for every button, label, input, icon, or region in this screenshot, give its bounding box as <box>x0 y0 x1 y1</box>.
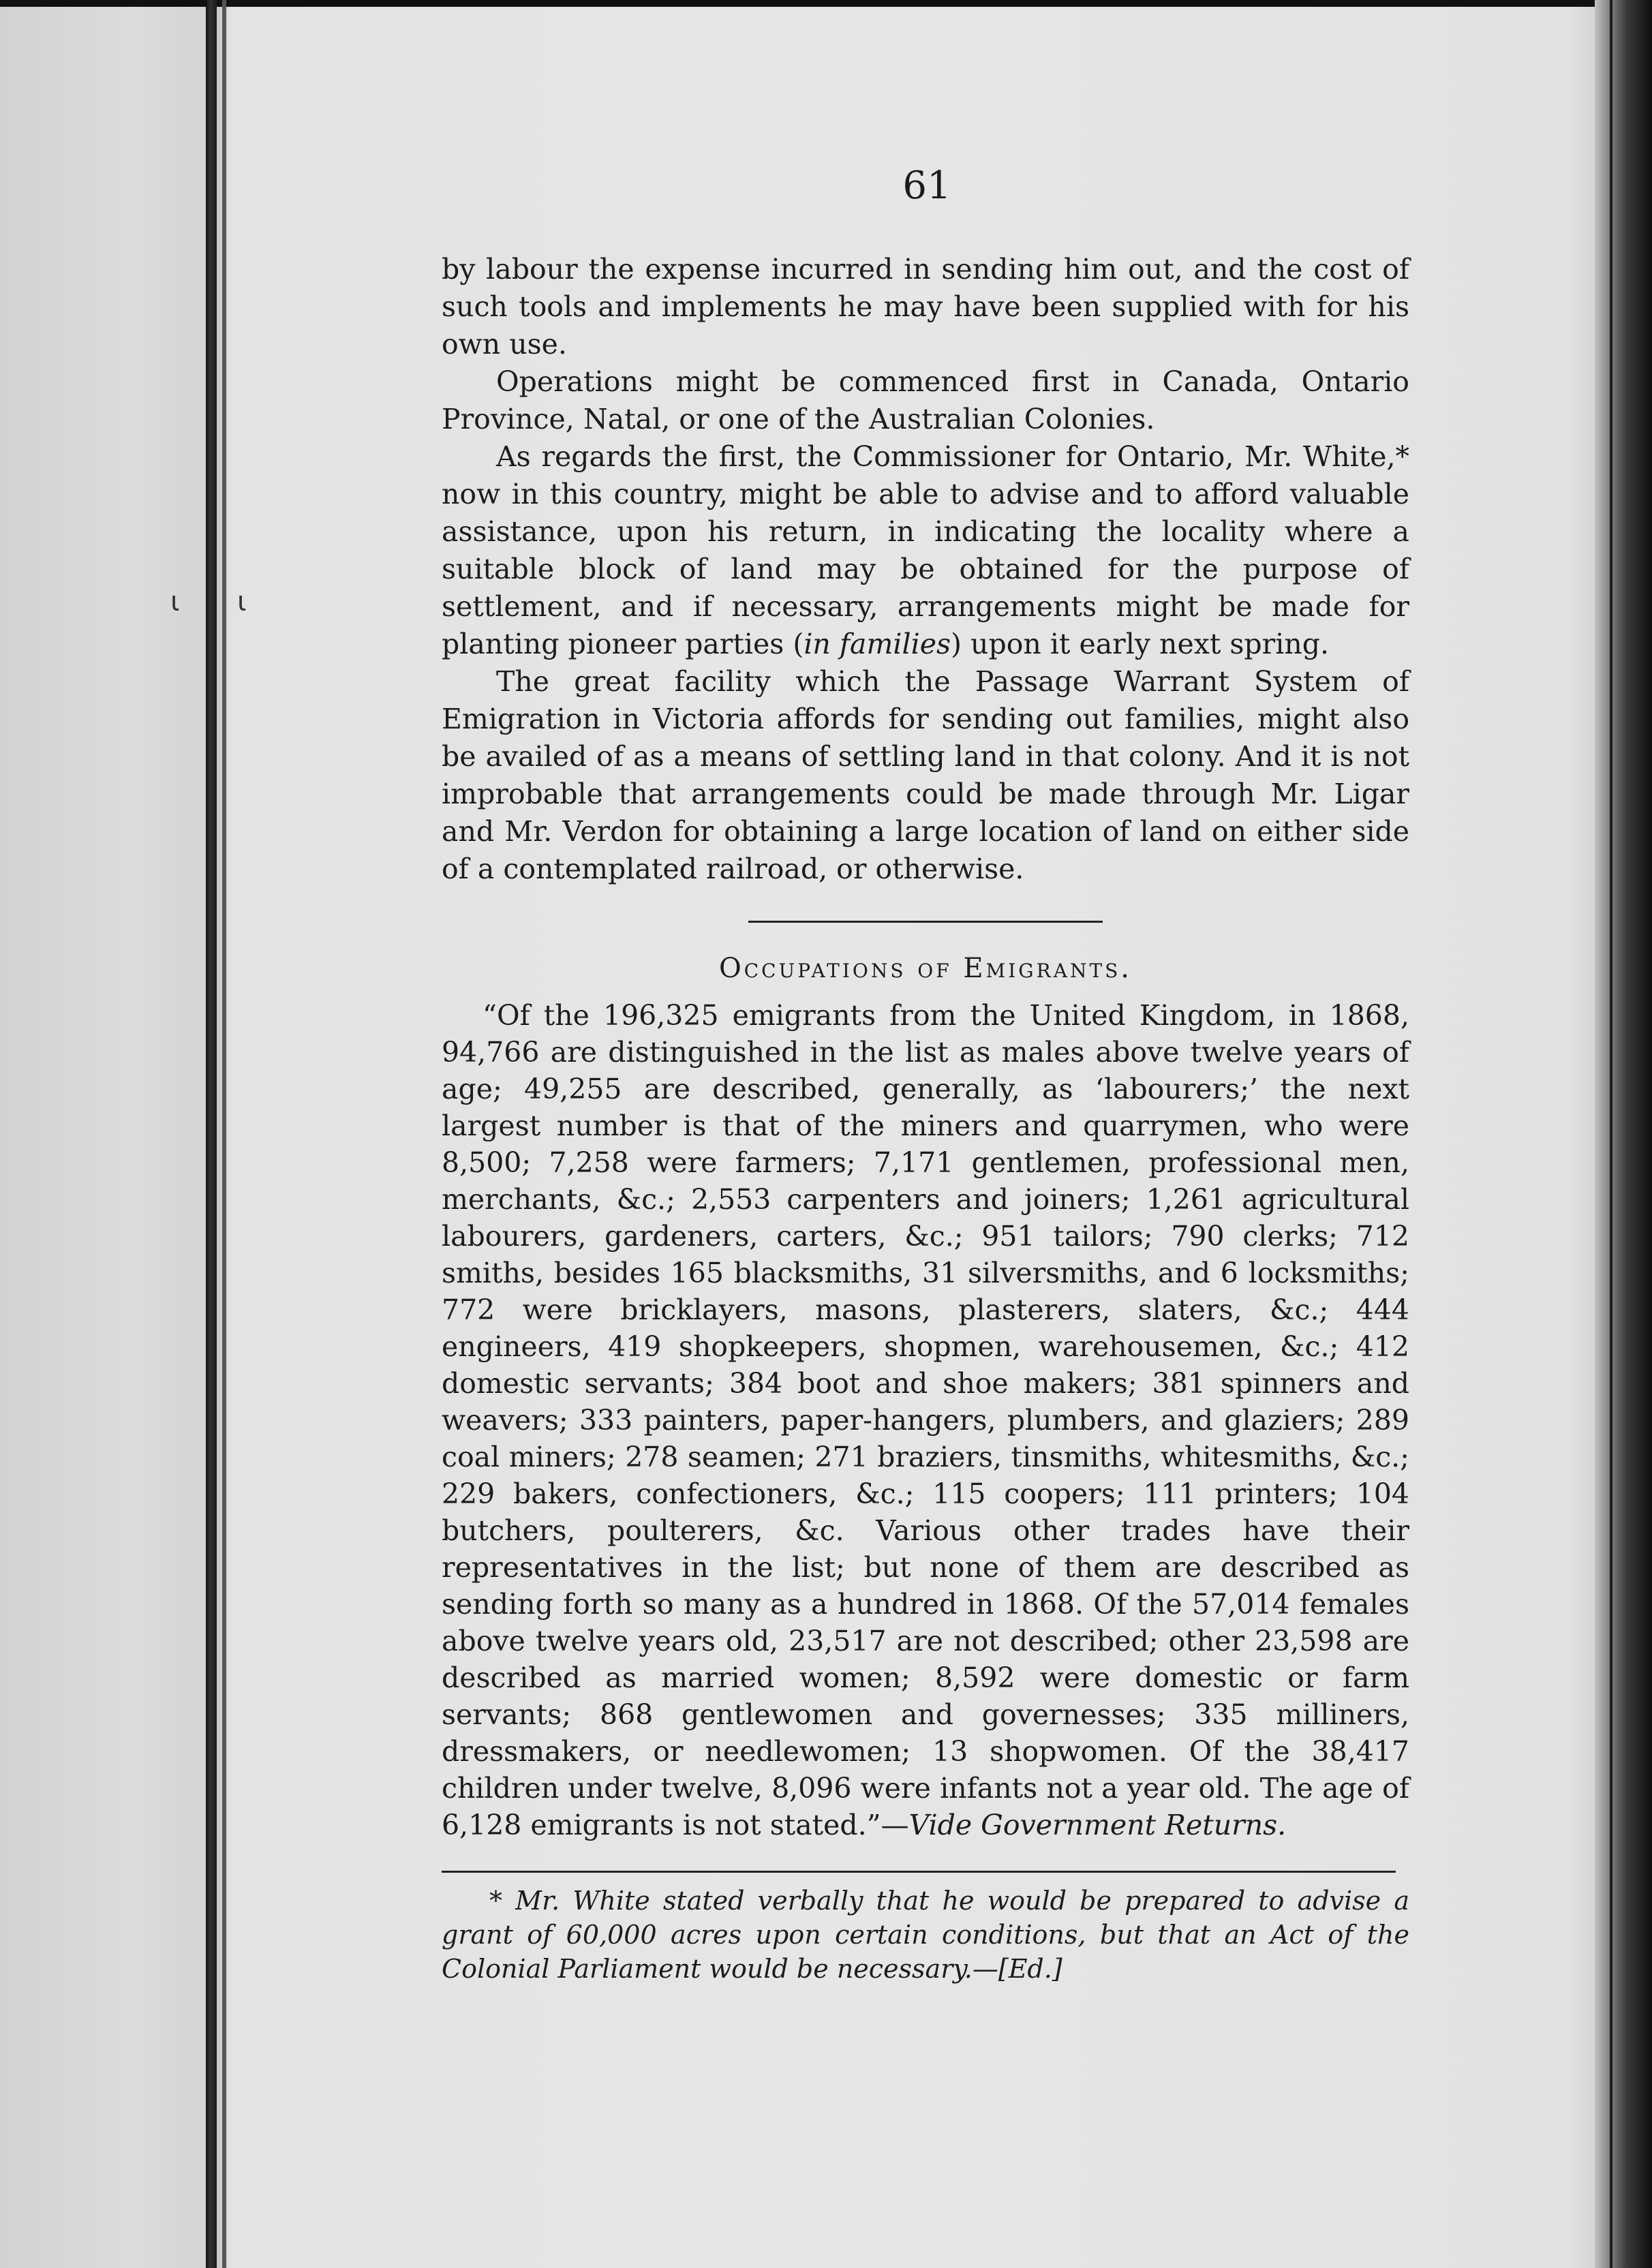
section-divider <box>748 921 1103 923</box>
footnote-divider <box>442 1871 1396 1873</box>
page-number: 61 <box>902 164 951 208</box>
book-gutter-edge <box>206 0 217 2268</box>
paragraph: Operations might be commenced first in Canada, Ontario Province, Natal, or one of the Australian Colonies. <box>442 365 1409 435</box>
paragraph-text: upon it early next spring. <box>970 628 1330 660</box>
italic-phrase: in families <box>804 628 951 660</box>
section-title: Occupations of Emigrants. <box>718 953 1133 984</box>
right-scan-edge-line <box>1610 0 1612 2268</box>
page-body <box>442 251 1409 1986</box>
footnote: * Mr. White stated verbally that he would be prepared to advise a grant of 60,000 acres upon certain conditions, but that an Act of the Colonial Parliament would be necessary.—[Ed.] <box>442 1886 1409 1984</box>
paragraph: As regards the first, the Commissioner for Ontario, Mr. White,* now in this country, might be able to advise and to afford valuable assistance, upon his return, in indicating the locality where a suitable block of land may be obtained for the purpose of settlement, and if necessary, arrangements might be made for planting pioneer parties (in families) upon it early next spring. <box>442 440 1409 660</box>
top-scan-edge <box>0 0 1652 7</box>
margin-mark: ι <box>237 586 247 617</box>
quote-source: Vide Government Returns. <box>908 1809 1287 1841</box>
paragraph: by labour the expense incurred in sending him out, and the cost of such tools and implements he may have been supplied with for his own use. <box>442 253 1409 361</box>
quoted-paragraph <box>442 997 1409 1843</box>
quote-text: “Of the 196,325 emigrants from the United Kingdom, in 1868, 94,766 are distinguished in the list as males above twelve years of age; 49,255 are described, generally, as ‘labourers;’ the next largest number is that of the miners and quarrymen, who were 8,500; 7,258 were farmers; 7,171 gentlemen, professional men, merchants, &c.; 2,553 carpenters and joiners; 1,261 agricultural labourers, gardeners, carters, &c.; 951 tailors; 790 clerks; 712 smiths, besides 165 blacksmiths, 31 silversmiths, and 6 locksmiths; 772 were bricklayers, masons, plasterers, slaters, &c.; 444 engineers, 419 shopkeepers, shopmen, warehousemen, &c.; 412 domestic servants; 384 boot and shoe makers; 381 spinners and weavers; 333 painters, paper-hangers, plumbers, and glaziers; 289 coal miners; 278 seamen; 271 braziers, tinsmiths, whitesmiths, &c.; 229 bakers, confectioners, &c.; 115 coopers; 111 printers; 104 butchers, poulterers, &c. Various other trades have their representatives in the list; but none of them are described as sending forth so many as a hundred in 1868. Of the 57,014 females above twelve years old, 23,517 are not described; other 23,598 are described as married women; 8,592 were domestic or farm servants; 868 gentlewomen and governesses; 335 milliners, dressmakers, or needlewomen; 13 shopwomen. Of the 38,417 children under twelve, 8,096 were infants not a year old. The age of 6,128 emigrants is not stated.”— <box>442 999 1409 1841</box>
right-scan-edge <box>1595 0 1652 2268</box>
paragraph-text: As regards the first, the Commissioner for Ontario, Mr. White,* now in this country, might be able to advise and to afford valuable assistance, upon his return, in indicating the locality where a suitable block of land may be obtained for the purpose of settlement, and if necessary, arrangements might be made for planting pioneer parties <box>442 440 1409 660</box>
book-gutter-line <box>222 0 226 2268</box>
paragraph: The great facility which the Passage Warrant System of Emigration in Victoria affords for sending out families, might also be availed of as a means of settling land in that colony. And it is not improbable that arrangements could be made through Mr. Ligar and Mr. Verdon for obtaining a large location of land on either side of a contemplated railroad, or otherwise. <box>442 665 1409 885</box>
margin-mark: ι <box>170 586 180 617</box>
